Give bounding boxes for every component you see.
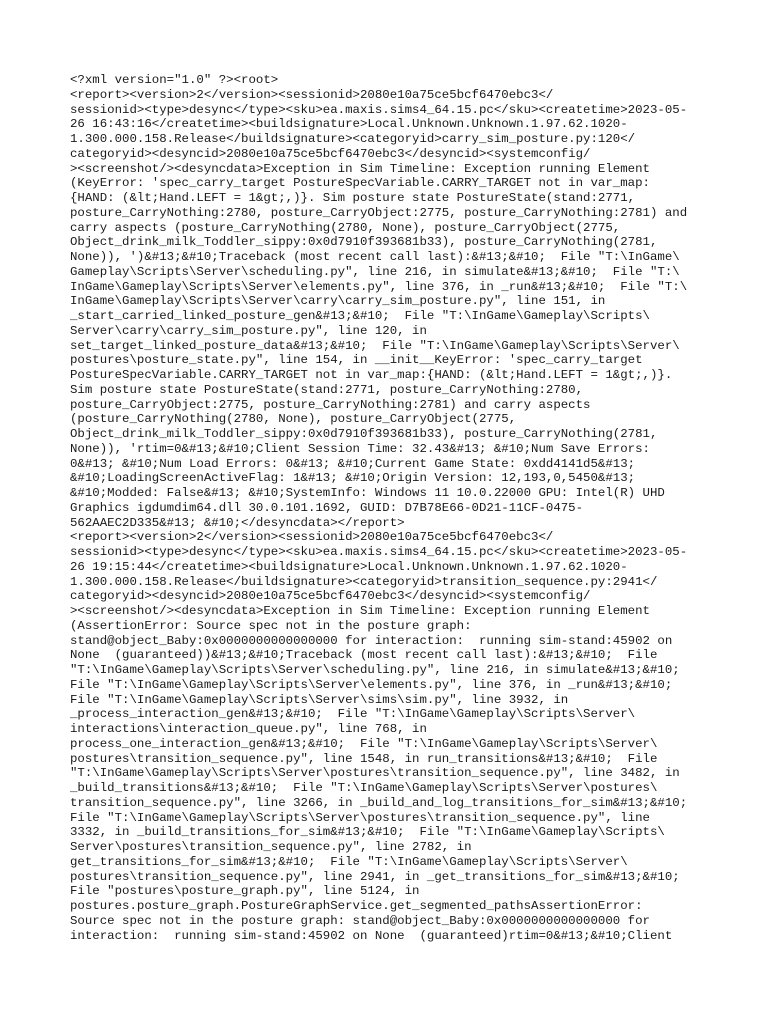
text-line: postures\transition_sequence.py", line 2941, in _get_transitions_for_sim&#13;&#10; [70,869,680,884]
text-line: Server\carry\carry_sim_posture.py", line 120, in [70,323,427,338]
text-line: <?xml version="1.0" ?><root> [70,73,279,87]
text-line: Source spec not in the posture graph: stand@object_Baby:0x0000000000000000 for [70,913,650,928]
text-line: None (guaranteed))&#13;&#10;Traceback (most recent call last):&#13;&#10; File [70,648,658,663]
text-line: 562AAEC2D335&#13; &#10;</desyncdata></report> [70,515,405,530]
text-line: transition_sequence.py", line 3266, in _build_and_log_transitions_for_sim&#13;&#10; [70,795,688,810]
text-line: (posture_CarryNothing(2780, None), posture_CarryObject(2775, [70,412,517,427]
text-line: None)), 'rtim=0&#13;&#10;Client Session Time: 32.43&#13; &#10;Num Save Errors: [70,441,650,456]
text-line: interactions\interaction_queue.py", line 768, in [70,722,427,736]
text-line: postures\posture_state.py", line 154, in __init__KeyError: 'spec_carry_target [70,353,643,368]
text-line: posture_CarryNothing:2780, posture_CarryObject:2775, posture_CarryNothing:2781) and [70,205,688,220]
text-line: Server\postures\transition_sequence.py", line 2782, in [70,840,472,854]
text-line: sessionid><type>desync</type><sku>ea.maxis.sims4_64.15.pc</sku><createtime>2023-05- [70,102,688,117]
text-line: "T:\InGame\Gameplay\Scripts\Server\scheduling.py", line 216, in simulate&#13;&#10; [70,663,680,677]
text-line: categoryid><desyncid>2080e10a75ce5bcf6470ebc3</desyncid><systemconfig/ [70,589,591,604]
text-line: (AssertionError: Source spec not in the posture graph: [70,618,472,633]
text-line: _build_transitions&#13;&#10; File "T:\InGame\Gameplay\Scripts\Server\postures\ [70,781,658,795]
text-line: File "T:\InGame\Gameplay\Scripts\Server\elements.py", line 376, in _run&#13;&#10; [70,677,673,692]
text-line: {HAND: (&lt;Hand.LEFT = 1&gt;,)}. Sim posture state PostureState(stand:2771, [70,191,636,205]
text-line: set_target_linked_posture_data&#13;&#10; File "T:\InGame\Gameplay\Scripts\Server\ [70,338,680,353]
text-line: Object_drink_milk_Toddler_sippy:0x0d7910f393681b33), posture_CarryNothing(2781, [70,235,658,250]
text-line: None)), ')&#13;&#10;Traceback (most recent call last):&#13;&#10; File "T:\InGame\ [70,250,680,264]
text-line: File "T:\InGame\Gameplay\Scripts\Server\sims\sim.py", line 3932, in [70,692,569,707]
text-line: &#10;Modded: False&#13; &#10;SystemInfo: Windows 11 10.0.22000 GPU: Intel(R) UHD [70,486,665,500]
text-line: process_one_interaction_gen&#13;&#10; File "T:\InGame\Gameplay\Scripts\Server\ [70,736,658,751]
text-line: File "postures\posture_graph.py", line 5124, in [70,884,420,899]
text-line: PostureSpecVariable.CARRY_TARGET not in var_map:{HAND: (&lt;Hand.LEFT = 1&gt;,)}. [70,368,673,382]
text-line: get_transitions_for_sim&#13;&#10; File "T:\InGame\Gameplay\Scripts\Server\ [70,854,628,869]
text-line: InGame\Gameplay\Scripts\Server\elements.py", line 376, in _run&#13;&#10; File "T:\ [70,279,688,294]
text-line: 1.300.000.158.Release</buildsignature><categoryid>transition_sequence.py:2941</ [70,574,658,589]
text-line: 0&#13; &#10;Num Load Errors: 0&#13; &#10;Current Game State: 0xdd4141d5&#13; [70,456,636,471]
text-line: _process_interaction_gen&#13;&#10; File "T:\InGame\Gameplay\Scripts\Server\ [70,707,636,722]
text-line: ><screenshot/><desyncdata>Exception in Sim Timeline: Exception running Element [70,604,650,618]
text-line: Object_drink_milk_Toddler_sippy:0x0d7910f393681b33), posture_CarryNothing(2781, [70,427,658,441]
text-line: InGame\Gameplay\Scripts\Server\carry\carry_sim_posture.py", line 151, in [70,294,606,309]
text-line: posture_CarryObject:2775, posture_CarryNothing:2781) and carry aspects [70,397,591,412]
text-line: ><screenshot/><desyncdata>Exception in Sim Timeline: Exception running Element [70,161,650,176]
text-line: Gameplay\Scripts\Server\scheduling.py", line 216, in simulate&#13;&#10; File "T:\ [70,264,680,279]
text-line: File "T:\InGame\Gameplay\Scripts\Server\postures\transition_sequence.py", line [70,810,650,825]
text-line: 26 19:15:44</createtime><buildsignature>Local.Unknown.Unknown.1.97.62.1020- [70,559,628,574]
xml-log-text [70,73,710,943]
text-line: stand@object_Baby:0x0000000000000000 for interaction: running sim-stand:45902 on [70,633,673,648]
text-line: interaction: running sim-stand:45902 on None (guaranteed)rtim=0&#13;&#10;Client [70,928,673,943]
text-line: categoryid><desyncid>2080e10a75ce5bcf6470ebc3</desyncid><systemconfig/ [70,146,591,161]
text-line: &#10;LoadingScreenActiveFlag: 1&#13; &#10;Origin Version: 12,193,0,5450&#13; [70,471,636,486]
text-line: postures\transition_sequence.py", line 1548, in run_transitions&#13;&#10; File [70,751,658,766]
text-line: (KeyError: 'spec_carry_target PostureSpecVariable.CARRY_TARGET not in var_map: [70,176,650,191]
text-line: 3332, in _build_transitions_for_sim&#13;&#10; File "T:\InGame\Gameplay\Scripts\ [70,825,665,840]
text-line: Graphics igdumdim64.dll 30.0.101.1692, GUID: D7B78E66-0D21-11CF-0475- [70,500,584,515]
text-line: sessionid><type>desync</type><sku>ea.maxis.sims4_64.15.pc</sku><createtime>2023-05- [70,545,688,559]
text-line: <report><version>2</version><sessionid>2080e10a75ce5bcf6470ebc3</ [70,530,554,545]
text-line: Sim posture state PostureState(stand:2771, posture_CarryNothing:2780, [70,382,584,397]
text-line: <report><version>2</version><sessionid>2080e10a75ce5bcf6470ebc3</ [70,87,554,102]
text-line: "T:\InGame\Gameplay\Scripts\Server\postures\transition_sequence.py", line 3482, in [70,766,680,781]
text-line: _start_carried_linked_posture_gen&#13;&#10; File "T:\InGame\Gameplay\Scripts\ [70,309,650,323]
text-line: postures.posture_graph.PostureGraphService.get_segmented_pathsAssertionError: [70,899,643,913]
text-line: 26 16:43:16</createtime><buildsignature>Local.Unknown.Unknown.1.97.62.1020- [70,117,628,132]
text-line: carry aspects (posture_CarryNothing(2780, None), posture_CarryObject(2775, [70,220,621,235]
text-line: 1.300.000.158.Release</buildsignature><categoryid>carry_sim_posture.py:120</ [70,132,636,146]
